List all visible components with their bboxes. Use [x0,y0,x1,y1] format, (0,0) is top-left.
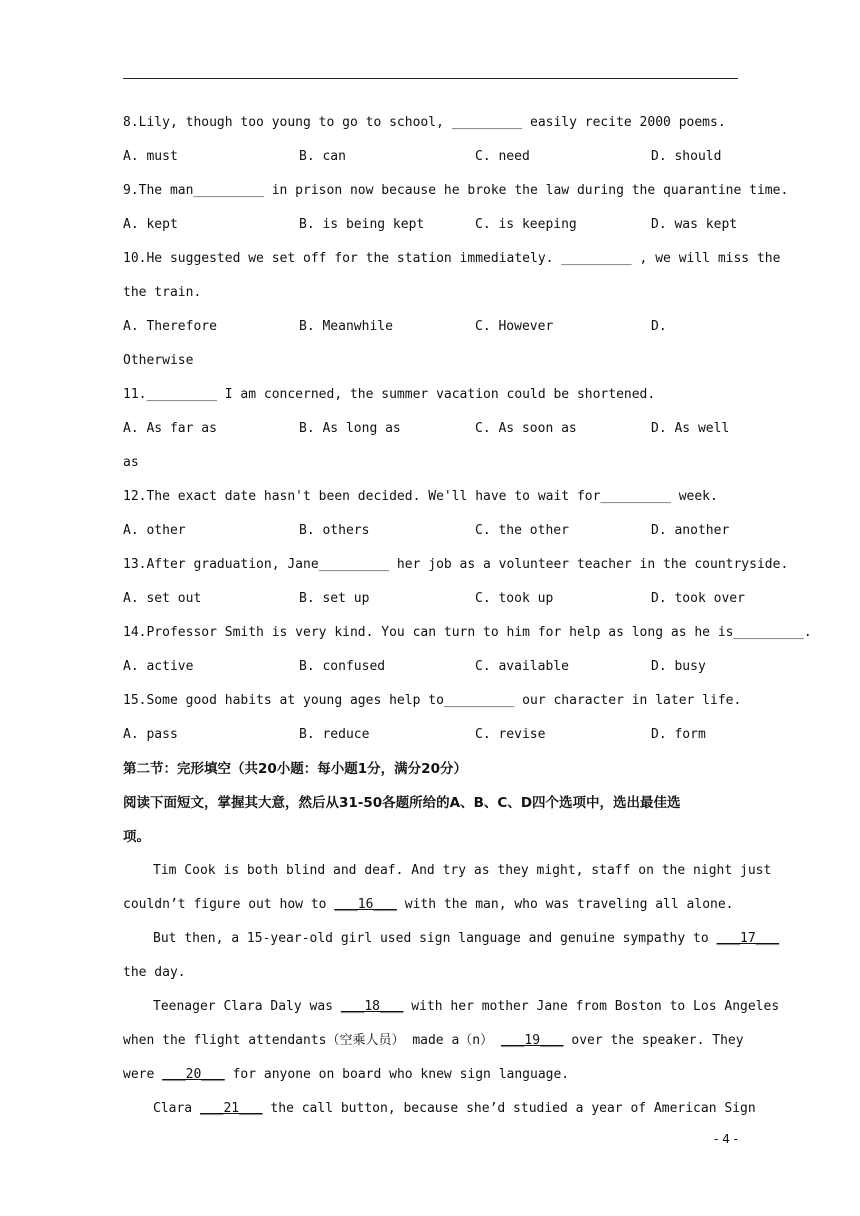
passage-line: Tim Cook is both blind and deaf. And try as they might, staff on the night just [153,863,772,878]
option-b: B. is being kept [299,217,425,232]
page-number: - 4 - [714,1132,738,1146]
page-content [123,106,812,1126]
option-c: C. the other [475,523,569,538]
options-8 [123,140,738,174]
passage-text: Clara [153,1101,200,1116]
passage-text: for anyone on board who knew sign language. [224,1067,570,1082]
blank-20: ___20___ [162,1067,225,1082]
option-a: A. Therefore [123,319,217,334]
option-d-wrap: Otherwise [123,353,194,368]
options-13 [123,582,745,616]
passage-line [123,1092,756,1126]
option-d: D. was kept [651,217,738,232]
options-15 [123,718,738,752]
question-stem-10: 10.He suggested we set off for the station immediately. _________ , we will miss the [123,251,781,266]
options-10 [123,310,738,344]
question-stem-14: 14.Professor Smith is very kind. You can turn to him for help as long as he is_________. [123,625,812,640]
blank-17: ___17___ [716,931,780,946]
passage-line [123,922,780,956]
option-b: B. Meanwhile [299,319,393,334]
option-b: B. can [299,149,346,164]
passage-text: when the flight attendants（空乘人员） made a（n） [123,1033,501,1048]
option-b: B. reduce [299,727,370,742]
option-b: B. As long as [299,421,401,436]
option-a: A. must [123,149,178,164]
option-b: B. others [299,523,370,538]
question-stem-12: 12.The exact date hasn't been decided. We'll have to wait for_________ week. [123,489,718,504]
question-stem-13: 13.After graduation, Jane_________ her job as a volunteer teacher in the countryside. [123,557,789,572]
option-c: C. revise [475,727,546,742]
question-stem-8: 8.Lily, though too young to go to school, _________ easily recite 2000 poems. [123,115,726,130]
passage-text: with her mother Jane from Boston to Los Angeles [403,999,780,1014]
option-d: D. As well [651,421,730,436]
blank-19: ___19___ [500,1033,564,1048]
option-a: A. kept [123,217,178,232]
option-b: B. set up [299,591,370,606]
section-instruction: 阅读下面短文，掌握其大意，然后从31-50各题所给的A、B、C、D四个选项中，选出最佳选 [123,795,681,811]
section-instruction-cont: 项。 [123,829,150,845]
section-title: 第二节：完形填空（共20小题：每小题1分，满分20分） [123,761,467,777]
blank-21: ___21___ [199,1101,263,1116]
option-c: C. However [475,319,554,334]
question-stem-10-cont: the train. [123,285,202,300]
passage-line [123,990,780,1024]
option-d-wrap: as [123,455,139,470]
option-c: C. need [475,149,530,164]
passage-text: Teenager Clara Daly was [153,999,341,1014]
option-c: C. As soon as [475,421,577,436]
header-rule [123,78,738,79]
passage-line: the day. [123,965,186,980]
question-stem-9: 9.The man_________ in prison now because he broke the law during the quarantine time. [123,183,789,198]
question-stem-11: 11._________ I am concerned, the summer vacation could be shortened. [123,387,656,402]
option-a: A. other [123,523,186,538]
passage-line [123,1024,744,1058]
option-d: D. another [651,523,730,538]
options-12 [123,514,738,548]
passage-text: But then, a 15-year-old girl used sign language and genuine sympathy to [153,931,717,946]
blank-18: ___18___ [340,999,404,1014]
passage-text: the call button, because she’d studied a year of American Sign [262,1101,756,1116]
passage-text: with the man, who was traveling all alone. [396,897,734,912]
options-9 [123,208,738,242]
option-c: C. available [475,659,569,674]
options-11 [123,412,738,446]
passage-text: over the speaker. They [563,1033,744,1048]
passage-line [123,1058,738,1092]
options-14 [123,650,738,684]
option-a: A. set out [123,591,202,606]
option-a: A. active [123,659,194,674]
option-a: A. pass [123,727,178,742]
option-d: D. busy [651,659,706,674]
passage-line [123,888,738,922]
option-d: D. [651,319,667,334]
passage-text: were [123,1067,163,1082]
option-a: A. As far as [123,421,217,436]
passage-text: couldn’t figure out how to [123,897,335,912]
question-stem-15: 15.Some good habits at young ages help to_________ our character in later life. [123,693,742,708]
option-b: B. confused [299,659,386,674]
option-d: D. form [651,727,706,742]
option-d: D. took over [651,591,745,606]
option-c: C. is keeping [475,217,577,232]
option-d: D. should [651,149,722,164]
blank-16: ___16___ [334,897,397,912]
option-c: C. took up [475,591,554,606]
